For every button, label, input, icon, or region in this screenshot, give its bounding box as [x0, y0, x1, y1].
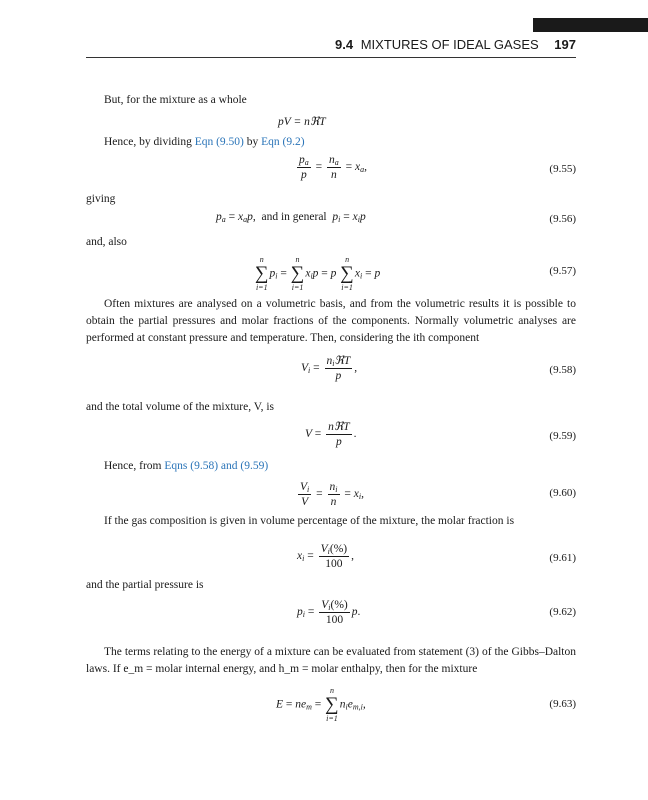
eq-number-9-62: (9.62)	[549, 606, 576, 618]
by-text: by	[246, 136, 259, 148]
link-eqns-9-58-9-59[interactable]: Eqns (9.58) and (9.59)	[164, 460, 269, 472]
paragraph-energy: The terms relating to the energy of a mixture can be evaluated from statement (3) of the Gibbs–Dalton laws. If e_m = molar internal energy, and h_m = molar enthalpy, then for the mixture	[86, 646, 576, 675]
eq-9-59-body: V = $\frac{\text{nℜT}}{p}$ .	[305, 421, 357, 448]
eq-number-9-63: (9.63)	[549, 698, 576, 710]
paragraph-volumetric: Often mixtures are analysed on a volumetric basis, and from the volumetric results it is possible to obtain the partial pressures and molar fractions of the components. Normally volumetric analyses are performed at constant pressure and temperature. Then, considering the ith component	[86, 298, 576, 344]
eq-9-60-body: $\frac{V_i}{V}$ = $\frac{n_i}{n}$ = $x_i$,	[300, 481, 364, 508]
hence-from-text: Hence, from	[104, 460, 162, 472]
and-also-text: and, also	[86, 236, 127, 248]
eq-number-9-59: (9.59)	[549, 430, 576, 442]
eq-9-58-body: $V_i$ = $\frac{n_iℜT}{p}$ ,	[301, 355, 358, 382]
and-in-general-text: and in general	[261, 211, 327, 223]
page-number: 197	[554, 37, 576, 52]
link-eqn-9-50[interactable]: Eqn (9.50)	[194, 136, 244, 148]
hence-text: Hence, by dividing	[104, 136, 192, 148]
eq-9-62-body: $p_i$ = $\frac{V_i(\%)}{100}$ p.	[297, 599, 361, 626]
eq-9-61-body: $x_i$ = $\frac{V_i(\%)}{100}$ ,	[297, 543, 354, 570]
eq-9-55-body: $\frac{p_a}{p}$ = $\frac{n_a}{n}$ = $x_a$,	[299, 154, 367, 181]
partial-pressure-text: and the partial pressure is	[86, 579, 204, 591]
eq-number-9-55: (9.55)	[549, 163, 576, 175]
eq-9-63-body: $E = ne_m$ = n ∑ i=1 $n_ie_{m,i}$,	[276, 686, 366, 723]
header-bar	[533, 18, 648, 32]
eq-number-9-56: (9.56)	[549, 213, 576, 225]
giving-text: giving	[86, 193, 116, 205]
hence-line	[104, 134, 305, 151]
eq-number-9-58: (9.58)	[549, 364, 576, 376]
eq-9-56-body: $p_a = x_ap$, and in general $p_i = x_ip$	[216, 211, 366, 224]
total-volume-text: and the total volume of the mixture, V, is	[86, 401, 275, 413]
hence-from-line	[104, 458, 268, 475]
header-rule	[86, 57, 576, 58]
eq-number-9-61: (9.61)	[549, 552, 576, 564]
link-eqn-9-2[interactable]: Eqn (9.2)	[261, 136, 305, 148]
running-header	[335, 37, 576, 52]
intro-line: But, for the mixture as a whole	[104, 94, 247, 106]
eq-mixture: pV = nℜT	[278, 116, 326, 128]
eq-number-9-57: (9.57)	[549, 265, 576, 277]
eq-9-57-body: n ∑ i=1 $p_i$ = n ∑ i=1 $x_ip = p$ n ∑ i=1 $x_i = p$	[255, 255, 381, 292]
section-number: 9.4	[335, 37, 354, 52]
section-title: MIXTURES OF IDEAL GASES	[360, 37, 539, 52]
gas-composition-text: If the gas composition is given in volume percentage of the mixture, the molar fraction is	[104, 515, 515, 527]
eq-number-9-60: (9.60)	[549, 487, 576, 499]
